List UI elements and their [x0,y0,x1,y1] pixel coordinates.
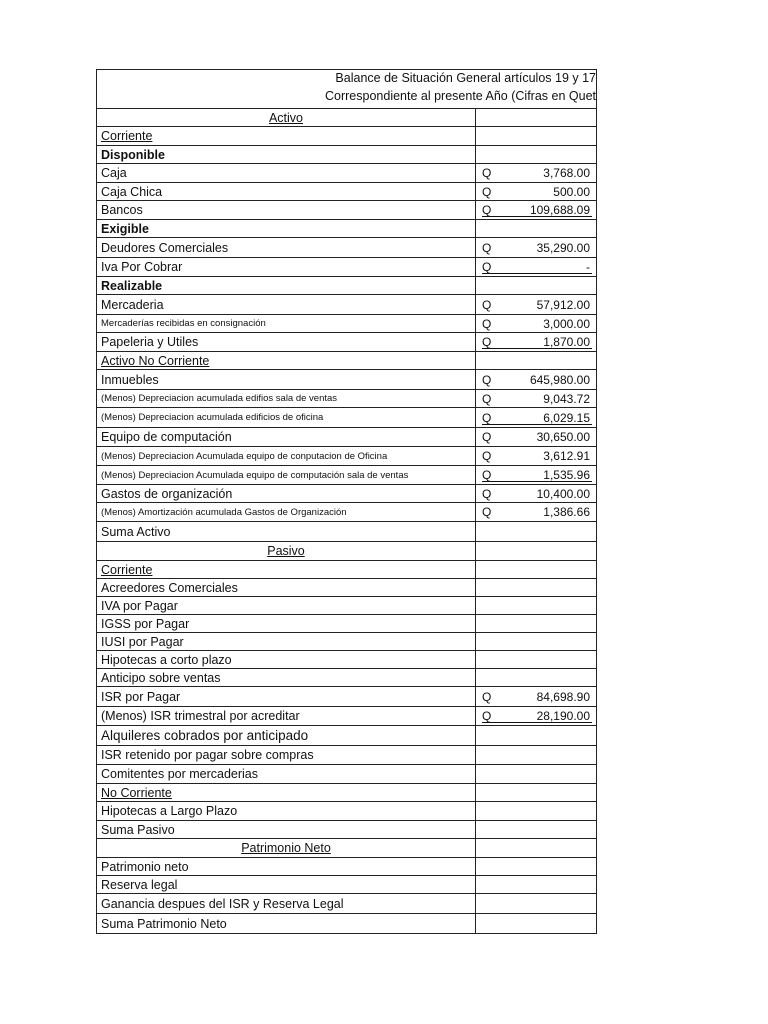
row-label-cell [97,561,476,578]
row-amount-cell [476,597,594,614]
row-label-cell [97,277,476,294]
row-amount-cell [476,651,594,668]
row-label: Iva Por Cobrar [101,260,183,274]
row-label-cell [97,109,476,126]
table-row [97,295,596,315]
row-label: Bancos [101,203,143,217]
currency-symbol: Q [482,203,492,217]
row-label: No Corriente [101,785,172,800]
balance-sheet-table [96,69,597,934]
amount-value: 109,688.09 [529,203,590,217]
row-label: Mercaderías recibidas en consignación [101,318,266,329]
table-row [97,127,596,146]
row-label-cell [97,765,476,783]
table-row [97,315,596,333]
row-label: Gastos de organización [101,486,233,501]
amount-value: 35,290.00 [536,240,590,255]
table-row [97,765,596,784]
row-label-cell [97,201,476,219]
row-label: Exigible [101,221,149,236]
row-label: Acreedores Comerciales [101,580,238,595]
currency-symbol: Q [482,184,492,199]
title-block [97,70,596,109]
row-label: Realizable [101,278,163,293]
currency-symbol: Q [482,391,492,406]
row-label: Activo No Corriente [101,353,210,368]
amount-value: 3,000.00 [543,316,590,331]
row-label-cell [97,579,476,596]
table-row [97,687,596,707]
row-label: (Menos) Depreciacion acumulada edifios sala de ventas [101,393,338,404]
row-amount-cell [476,765,594,783]
table-row [97,597,596,615]
row-label-cell [97,258,476,276]
row-label-cell [97,238,476,257]
currency-symbol: Q [482,505,492,519]
table-row [97,561,596,579]
row-amount-cell [476,522,594,541]
row-amount-cell [476,894,594,913]
row-label-cell [97,914,476,933]
table-row [97,277,596,295]
row-label-cell [97,633,476,650]
row-amount-cell [476,615,594,632]
table-row [97,408,596,428]
row-label: (Menos) Depreciacion acumulada edificios de oficina [101,412,324,423]
row-label-cell [97,876,476,893]
row-label: Deudores Comerciales [101,240,229,255]
row-label: Hipotecas a corto plazo [101,652,232,667]
row-label: Caja [101,166,127,180]
table-row [97,746,596,765]
row-amount-cell [476,390,594,407]
row-label-cell [97,428,476,446]
row-label: Alquileres cobrados por anticipado [101,728,309,743]
row-label: Papeleria y Utiles [101,335,199,349]
currency-symbol: Q [482,260,492,274]
amount-value: 500.00 [553,184,590,199]
row-label: Corriente [101,562,153,577]
row-amount-cell [476,579,594,596]
row-label-cell [97,839,476,857]
row-amount-cell [476,258,594,276]
amount-value: - [586,260,590,274]
row-label: Activo [268,110,304,125]
table-row [97,839,596,858]
currency-symbol: Q [482,449,492,463]
row-amount-cell [476,669,594,686]
row-label: (Menos) ISR trimestral por acreditar [101,709,300,723]
row-label-cell [97,390,476,407]
row-label-cell [97,220,476,237]
row-label-cell [97,503,476,521]
row-amount-cell [476,542,594,560]
amount-value: 9,043.72 [543,391,590,406]
row-label-cell [97,669,476,686]
row-amount-cell [476,146,594,163]
amount-value: 1,535.96 [543,468,590,482]
row-label-cell [97,802,476,820]
table-row [97,220,596,238]
currency-symbol: Q [482,430,492,444]
table-row [97,802,596,821]
row-amount-cell [476,707,594,725]
currency-symbol: Q [482,240,492,255]
row-label: Anticipo sobre ventas [101,670,221,685]
table-body [97,109,596,934]
row-label: Mercaderia [101,297,164,312]
row-amount-cell [476,408,594,427]
title-line-2: Correspondiente al presente Año (Cifras en Quet [325,89,596,103]
table-row [97,238,596,258]
row-amount-cell [476,839,594,857]
table-row [97,447,596,466]
row-label-cell [97,127,476,145]
row-label: Suma Pasivo [101,822,175,837]
row-label-cell [97,352,476,369]
amount-value: 84,698.90 [536,689,590,704]
amount-value: 30,650.00 [536,430,590,444]
row-amount-cell [476,352,594,369]
table-row [97,651,596,669]
row-amount-cell [476,821,594,838]
table-row [97,485,596,503]
currency-symbol: Q [482,709,492,723]
table-row [97,352,596,370]
table-row [97,183,596,201]
currency-symbol: Q [482,410,492,425]
row-label-cell [97,164,476,182]
row-amount-cell [476,876,594,893]
amount-value: 57,912.00 [536,297,590,312]
row-label-cell [97,485,476,502]
row-label: IGSS por Pagar [101,616,190,631]
row-amount-cell [476,746,594,764]
amount-value: 1,386.66 [543,505,590,519]
currency-symbol: Q [482,689,492,704]
table-row [97,428,596,447]
row-label: Patrimonio neto [101,859,189,874]
row-amount-cell [476,295,594,314]
row-label-cell [97,333,476,351]
row-amount-cell [476,687,594,706]
table-row [97,914,596,934]
amount-value: 10,400.00 [536,486,590,501]
row-label: ISR por Pagar [101,689,181,704]
amount-value: 28,190.00 [536,709,590,723]
amount-value: 6,029.15 [543,410,590,425]
currency-symbol: Q [482,166,492,180]
row-amount-cell [476,183,594,200]
row-label-cell [97,447,476,465]
row-label-cell [97,615,476,632]
row-label: Caja Chica [101,184,163,199]
table-row [97,615,596,633]
currency-symbol: Q [482,372,492,387]
row-label-cell [97,146,476,163]
row-amount-cell [476,784,594,801]
row-label-cell [97,370,476,389]
table-row [97,669,596,687]
row-amount-cell [476,802,594,820]
row-label: IVA por Pagar [101,598,178,613]
row-label-cell [97,522,476,541]
row-label-cell [97,466,476,484]
table-row [97,258,596,277]
table-row [97,146,596,164]
table-row [97,333,596,352]
table-row [97,633,596,651]
row-label: Corriente [101,129,153,143]
currency-symbol: Q [482,316,492,331]
row-amount-cell [476,447,594,465]
row-amount-cell [476,561,594,578]
row-amount-cell [476,858,594,875]
row-amount-cell [476,370,594,389]
row-amount-cell [476,277,594,294]
table-row [97,876,596,894]
row-label: Reserva legal [101,877,178,892]
row-label: Patrimonio Neto [241,841,331,855]
row-label-cell [97,542,476,560]
amount-value: 645,980.00 [529,372,590,387]
row-amount-cell [476,220,594,237]
row-label: ISR retenido por pagar sobre compras [101,748,314,762]
table-row [97,164,596,183]
row-amount-cell [476,428,594,446]
row-label-cell [97,746,476,764]
table-row [97,370,596,390]
row-amount-cell [476,127,594,145]
row-label: Equipo de computación [101,430,232,444]
table-row [97,201,596,220]
row-label: IUSI por Pagar [101,634,184,649]
table-row [97,503,596,522]
row-label: Suma Patrimonio Neto [101,916,227,931]
row-amount-cell [476,633,594,650]
table-row [97,466,596,485]
row-amount-cell [476,201,594,219]
table-row [97,821,596,839]
row-label: Inmuebles [101,372,159,387]
table-row [97,784,596,802]
row-amount-cell [476,485,594,502]
amount-value: 3,768.00 [543,166,590,180]
table-row [97,707,596,726]
currency-symbol: Q [482,468,492,482]
row-label-cell [97,687,476,706]
row-label-cell [97,651,476,668]
table-row [97,390,596,408]
row-amount-cell [476,164,594,182]
currency-symbol: Q [482,486,492,501]
row-label: Disponible [101,147,165,162]
row-label-cell [97,726,476,745]
row-label: Comitentes por mercaderias [101,767,259,781]
row-label-cell [97,597,476,614]
title-line-1: Balance de Situación General artículos 19 y 17 [335,71,596,85]
row-label: Suma Activo [101,524,171,539]
table-row [97,579,596,597]
table-row [97,858,596,876]
row-label: Ganancia despues del ISR y Reserva Legal [101,896,344,911]
row-label: (Menos) Depreciacion Acumulada equipo de computación sala de ventas [101,469,409,481]
currency-symbol: Q [482,335,492,349]
table-row [97,894,596,914]
row-label: (Menos) Depreciacion Acumulada equipo de conputacion de Oficina [101,450,388,462]
row-label-cell [97,821,476,838]
row-label: Pasivo [267,544,305,558]
table-row [97,522,596,542]
table-row [97,542,596,561]
row-label-cell [97,894,476,913]
row-amount-cell [476,238,594,257]
currency-symbol: Q [482,297,492,312]
row-label-cell [97,408,476,427]
row-label: (Menos) Amortización acumulada Gastos de Organización [101,506,347,518]
row-label: Hipotecas a Largo Plazo [101,804,238,818]
row-amount-cell [476,333,594,351]
row-amount-cell [476,109,594,126]
row-label-cell [97,707,476,725]
row-amount-cell [476,466,594,484]
table-row [97,109,596,127]
row-label-cell [97,858,476,875]
table-row [97,726,596,746]
row-amount-cell [476,315,594,332]
amount-value: 1,870.00 [543,335,590,349]
row-label-cell [97,784,476,801]
row-amount-cell [476,914,594,933]
row-label-cell [97,183,476,200]
amount-value: 3,612.91 [543,449,590,463]
row-amount-cell [476,726,594,745]
row-label-cell [97,315,476,332]
row-amount-cell [476,503,594,521]
row-label-cell [97,295,476,314]
